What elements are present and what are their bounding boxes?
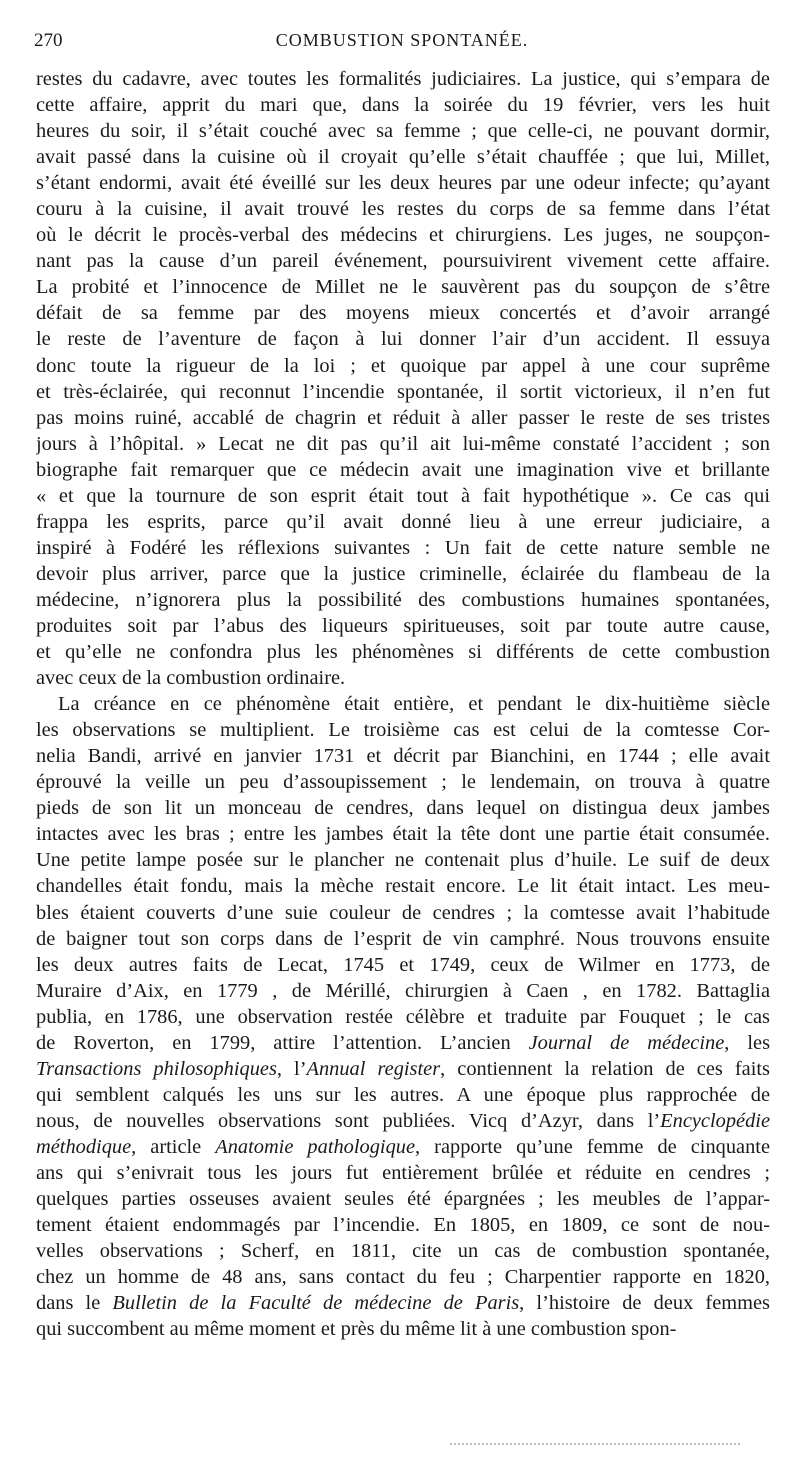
text-line <box>36 1108 770 1134</box>
text-segment: intactes avec les bras ; entre les jambes était la tête dont une partie était consumée. <box>36 823 770 846</box>
text-line <box>36 561 770 587</box>
text-segment: médecine, n’ignorera plus la possibilité des combustions humaines spontanées, <box>36 588 770 611</box>
text-line <box>36 743 770 769</box>
body-text <box>36 66 770 1342</box>
text-line <box>36 847 770 873</box>
text-line <box>36 1082 770 1108</box>
italic-text: Anatomie pathologique <box>215 1135 416 1158</box>
text-line <box>36 873 770 899</box>
text-segment: où le décrit le procès-verbal des médecins et chirurgiens. Les juges, ne soupçon- <box>36 224 770 247</box>
text-line <box>36 196 770 222</box>
text-segment: inspiré à Fodéré les réflexions suivantes : Un fait de cette nature semble ne <box>36 536 770 559</box>
text-line <box>36 1056 770 1082</box>
text-line <box>36 769 770 795</box>
italic-text: Journal de médecine <box>528 1031 725 1054</box>
italic-text: méthodique <box>36 1135 132 1158</box>
text-line <box>36 613 770 639</box>
text-line <box>36 535 770 561</box>
text-segment: chandelles était fondu, mais la mèche restait encore. Le lit était intact. Les meu- <box>36 875 770 898</box>
text-segment: les observations se multiplient. Le troisième cas est celui de la comtesse Cor- <box>36 719 770 742</box>
text-line <box>36 222 770 248</box>
text-segment: heures du soir, il s’était couché avec sa femme ; que celle-ci, ne pouvant dormir, <box>36 120 770 143</box>
text-line <box>36 900 770 926</box>
text-line <box>36 1316 770 1342</box>
text-line <box>36 1290 770 1316</box>
page-header <box>34 30 770 54</box>
text-line <box>36 66 770 92</box>
text-segment: bles étaient couverts d’une suie couleur de cendres ; la comtesse avait l’habitude <box>36 901 770 924</box>
text-line <box>36 926 770 952</box>
page-number: 270 <box>34 30 63 51</box>
text-segment: , les <box>724 1031 770 1054</box>
text-segment: pieds de son lit un monceau de cendres, dans lequel on distingua deux jambes <box>36 797 770 820</box>
text-line <box>36 1134 770 1160</box>
text-segment: publia, en 1786, une observation restée célèbre et traduite par Fouquet ; le cas <box>36 1005 770 1028</box>
italic-text: Bulletin de la Faculté de médecine de Paris <box>112 1292 520 1315</box>
text-line <box>36 587 770 613</box>
text-segment: avec ceux de la combustion ordinaire. <box>36 667 346 690</box>
text-segment: et très-éclairée, qui reconnut l’incendie spontanée, il sortit victorieux, il n’en fut <box>36 380 770 403</box>
text-segment: avait passé dans la cuisine où il croyait qu’elle s’était chauffée ; que lui, Millet, <box>36 146 770 169</box>
italic-text: Encyclopédie <box>660 1109 770 1132</box>
text-line <box>36 379 770 405</box>
text-line <box>36 405 770 431</box>
text-segment: éprouvé la veille un peu d’assoupissement ; le lendemain, on trouva à quatre <box>36 771 770 794</box>
text-line <box>36 1212 770 1238</box>
text-segment: et qu’elle ne confondra plus les phénomènes si différents de cette combustion <box>36 641 770 664</box>
text-line <box>36 483 770 509</box>
text-line <box>36 1004 770 1030</box>
text-segment: dans le <box>36 1292 113 1315</box>
text-segment: La créance en ce phénomène était entière, et pendant le dix-huitième siècle <box>58 693 770 716</box>
text-segment: , article <box>131 1135 216 1158</box>
text-segment: Une petite lampe posée sur le plancher ne contenait plus d’huile. Le suif de deux <box>36 849 770 872</box>
italic-text: Transactions philosophiques <box>36 1057 277 1080</box>
text-segment: pas moins ruiné, accablé de chagrin et réduit à aller passer le reste de ses tristes <box>36 406 770 429</box>
text-segment: le reste de l’aventure de façon à lui donner l’air d’un accident. Il essuya <box>36 328 770 351</box>
text-segment: Muraire d’Aix, en 1779 , de Mérillé, chirurgien à Caen , en 1782. Battaglia <box>36 979 770 1002</box>
text-segment: de Roverton, en 1799, attire l’attention. L’ancien <box>36 1031 529 1054</box>
text-line <box>36 1238 770 1264</box>
text-line <box>36 170 770 196</box>
text-line <box>36 144 770 170</box>
text-line <box>36 952 770 978</box>
text-segment: les deux autres faits de Lecat, 1745 et 1749, ceux de Wilmer en 1773, de <box>36 953 770 976</box>
text-segment: frappa les esprits, parce qu’il avait donné lieu à une erreur judiciaire, a <box>36 510 770 533</box>
text-segment: de baigner tout son corps dans de l’esprit de vin camphré. Nous trouvons ensuite <box>36 927 770 950</box>
text-segment: , l’ <box>276 1057 307 1080</box>
text-segment: restes du cadavre, avec toutes les formalités judiciaires. La justice, qui s’empara de <box>36 68 770 90</box>
text-segment: nant pas la cause d’un pareil événement, poursuivirent vivement cette affaire. <box>36 250 770 273</box>
text-segment: devoir plus arriver, parce que la justice criminelle, éclairée du flambeau de la <box>36 562 770 585</box>
text-segment: nelia Bandi, arrivé en janvier 1731 et décrit par Bianchini, en 1744 ; elle avait <box>36 745 770 768</box>
text-segment: qui semblent calqués les uns sur les autres. A une époque plus rapprochée de <box>36 1083 770 1106</box>
text-segment: , rapporte qu’une femme de cinquante <box>415 1135 770 1158</box>
text-line <box>36 1030 770 1056</box>
text-line <box>36 326 770 352</box>
text-segment: jours à l’hôpital. » Lecat ne dit pas qu’il ait lui-même constaté l’accident ; son <box>36 432 770 455</box>
text-segment: biographe fait remarquer que ce médecin avait une imagination vive et brillante <box>36 458 770 481</box>
text-segment: , l’histoire de deux femmes <box>519 1292 770 1315</box>
text-line <box>36 978 770 1004</box>
print-smudge <box>450 1443 740 1447</box>
text-segment: quelques parties osseuses avaient seules été épargnées ; les meubles de l’appar- <box>36 1188 770 1211</box>
text-segment: nous, de nouvelles observations sont publiées. Vicq d’Azyr, dans l’ <box>36 1109 661 1132</box>
text-line <box>36 1264 770 1290</box>
running-title: COMBUSTION SPONTANÉE. <box>275 30 529 50</box>
text-line <box>36 665 770 691</box>
text-segment: ans qui s’enivrait tous les jours fut entièrement brûlée et réduite en cendres ; <box>36 1161 770 1184</box>
text-line <box>36 639 770 665</box>
text-segment: défait de sa femme par des moyens mieux concertés et d’avoir arrangé <box>36 302 770 325</box>
text-segment: s’étant endormi, avait été éveillé sur les deux heures par une odeur infecte; qu’ayant <box>36 172 770 195</box>
text-segment: velles observations ; Scherf, en 1811, cite un cas de combustion spontanée, <box>36 1240 770 1263</box>
text-line <box>36 691 770 717</box>
text-line <box>36 431 770 457</box>
text-line <box>36 509 770 535</box>
text-line <box>36 353 770 379</box>
text-line <box>36 717 770 743</box>
text-line <box>36 118 770 144</box>
text-segment: donc toute la rigueur de la loi ; et quoique par appel à une cour suprême <box>36 354 770 377</box>
text-line <box>36 1186 770 1212</box>
text-line <box>36 92 770 118</box>
text-line <box>36 300 770 326</box>
text-line <box>36 821 770 847</box>
text-segment: qui succombent au même moment et près du même lit à une combustion spon- <box>36 1318 677 1341</box>
text-segment: couru à la cuisine, il avait trouvé les restes du corps de sa femme dans l’état <box>36 198 770 221</box>
text-segment: « et que la tournure de son esprit était tout à fait hypothétique ». Ce cas qui <box>36 484 770 507</box>
italic-text: Annual register <box>306 1057 441 1080</box>
paragraph <box>36 66 770 691</box>
text-line <box>36 1160 770 1186</box>
text-line <box>36 457 770 483</box>
text-segment: cette affaire, apprit du mari que, dans la soirée du 19 février, vers les huit <box>36 94 770 117</box>
text-segment: chez un homme de 48 ans, sans contact du feu ; Charpentier rapporte en 1820, <box>36 1266 770 1289</box>
text-segment: , contiennent la relation de ces faits <box>440 1057 770 1080</box>
text-segment: tement étaient endommagés par l’incendie. En 1805, en 1809, ce sont de nou- <box>36 1214 770 1237</box>
text-line <box>36 248 770 274</box>
text-line <box>36 274 770 300</box>
text-segment: produites soit par l’abus des liqueurs spiritueuses, soit par toute autre cause, <box>36 614 770 637</box>
text-segment: La probité et l’innocence de Millet ne le sauvèrent pas du soupçon de s’être <box>36 276 770 299</box>
text-line <box>36 795 770 821</box>
paragraph <box>36 691 770 1342</box>
